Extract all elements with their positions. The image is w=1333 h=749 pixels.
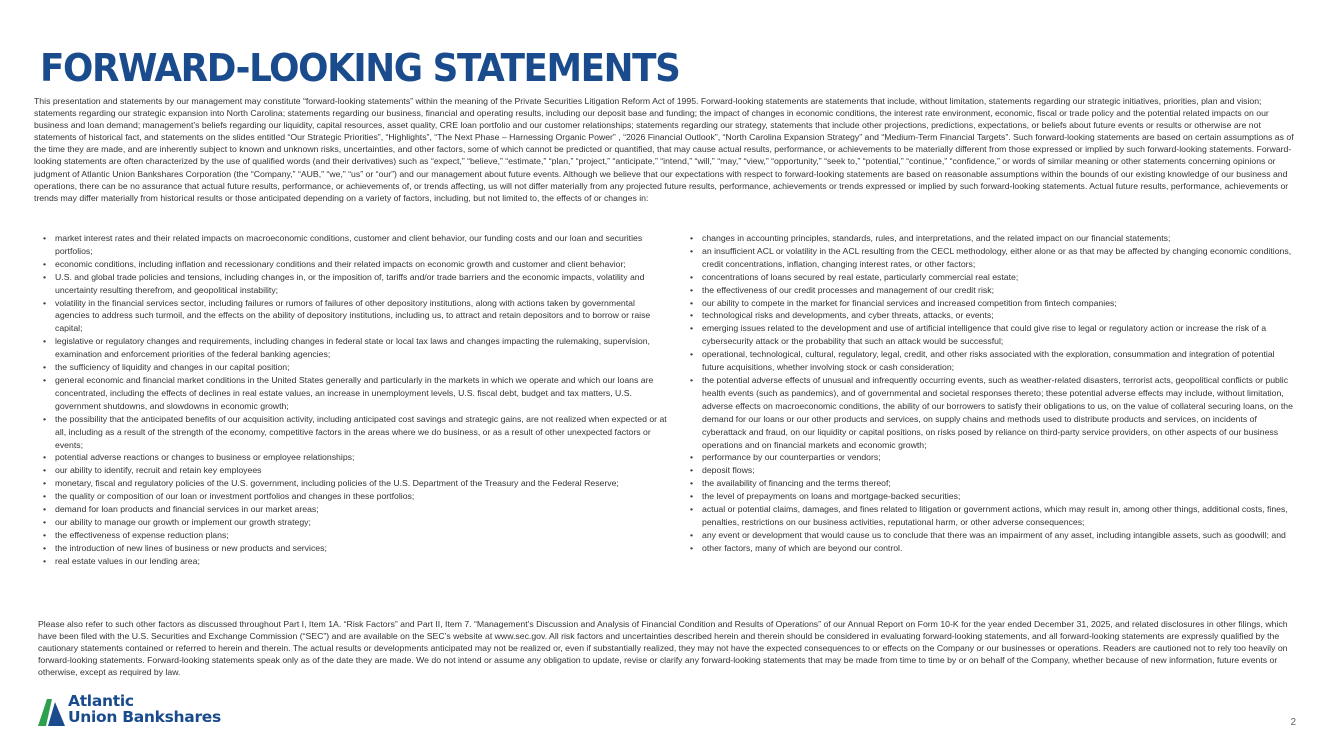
closing-paragraph: Please also refer to such other factors as discussed throughout Part I, Item 1A. “Risk Factors” and Part II, Item 7. “Management’s Discussion and Analysis of Financial Condition and Results of Operations” of our Annual Report on Form 10-K for the year ended December 31, 2025, and related disclosures in other filings, which have been filed with the U.S. Securities and Exchange Commission (“SEC”) and are available on the SEC’s website at www.sec.gov. All risk factors and uncertainties described herein and therein should be considered in evaluating forward-looking statements, and all forward-looking statements are expressly qualified by the cautionary statements contained or referred to herein and therein. The actual results or developments anticipated may not be realized or, even if substantially realized, they may not have the expected consequences to or effects on the Company or our businesses or operations. Readers are cautioned not to rely too heavily on forward-looking statements. Forward-looking statements speak only as of the date they are made. We do not intend or assume any obligation to update, revise or clarify any forward-looking statements that may be made from time to time by or on behalf of the Company, whether because of new information, future events or otherwise, except as required by law. xyxy=(38,619,1288,677)
list-item: • market interest rates and their related impacts on macroeconomic conditions, customer and client behavior, our funding costs and our loan and securities portfolios; xyxy=(43,232,668,258)
list-item: • the quality or composition of our loan or investment portfolios and changes in these portfolios; xyxy=(43,490,668,503)
list-item: • demand for loan products and financial services in our market areas; xyxy=(43,503,668,516)
list-item: • volatility in the financial services sector, including failures or rumors of failures of other depository institutions, along with actions taken by governmental agencies to address such turmoil, and the effects on the ability of depository institutions, including us, to attract and retain depositors and to borrow or raise capital; xyxy=(43,297,668,336)
risk-factor-list-right xyxy=(690,232,1298,555)
list-item: • U.S. and global trade policies and tensions, including changes in, or the imposition of, tariffs and/or trade barriers and the economic impacts, volatility and uncertainty resulting therefrom, and geopolitical instability; xyxy=(43,271,668,297)
list-item: • technological risks and developments, and cyber threats, attacks, or events; xyxy=(690,309,1298,322)
logo-line-2: Union Bankshares xyxy=(68,707,221,726)
page-number: 2 xyxy=(1290,717,1296,728)
list-item: • any event or development that would cause us to conclude that there was an impairment of any asset, including intangible assets, such as goodwill; and xyxy=(690,529,1298,542)
list-item: • actual or potential claims, damages, and fines related to litigation or government actions, which may result in, among other things, additional costs, fines, penalties, restrictions on our business activities, reputational harm, or other adverse consequences; xyxy=(690,503,1298,529)
list-item: • general economic and financial market conditions in the United States generally and particularly in the markets in which we operate and which our loans are concentrated, including the effects of declines in real estate values, an increase in unemployment levels, U.S. fiscal debt, budget and tax matters, U.S. government shutdowns, and slowdowns in economic growth; xyxy=(43,374,668,413)
list-item: • operational, technological, cultural, regulatory, legal, credit, and other risks associated with the exploration, consummation and integration of potential future acquisitions, whether involving stock or cash consideration; xyxy=(690,348,1298,374)
list-item: • concentrations of loans secured by real estate, particularly commercial real estate; xyxy=(690,271,1298,284)
list-item: • potential adverse reactions or changes to business or employee relationships; xyxy=(43,451,668,464)
list-item: • performance by our counterparties or vendors; xyxy=(690,451,1298,464)
company-logo xyxy=(38,694,268,728)
page-title: FORWARD-LOOKING STATEMENTS xyxy=(40,46,680,90)
list-item: • the introduction of new lines of business or new products and services; xyxy=(43,542,668,555)
list-item: • the level of prepayments on loans and mortgage-backed securities; xyxy=(690,490,1298,503)
list-item: • the possibility that the anticipated benefits of our acquisition activity, including anticipated cost savings and strategic gains, are not realized when expected or at all, including as a result of the strength of the economy, competitive factors in the areas where we do business, or as a result of other unexpected factors or events; xyxy=(43,413,668,452)
list-item: • the sufficiency of liquidity and changes in our capital position; xyxy=(43,361,668,374)
intro-paragraph: This presentation and statements by our management may constitute “forward-looking statements” within the meaning of the Private Securities Litigation Reform Act of 1995. Forward-looking statements are statements that include, without limitation, statements regarding our strategic initiatives, priorities, plan and vision; statements regarding our strategic expansion into North Carolina; statements regarding our business, financial and operating results, including our deposit base and funding; the impact of changes in economic conditions, the interest rate environment, economic, fiscal or trade policy and the potential related impacts on our business and loan demand; management’s beliefs regarding our liquidity, capital resources, asset quality, CRE loan portfolio and our customer relationships; statements regarding our strategy, statements that include other projections, predictions, expectations, or beliefs about future events or results or otherwise are not statements of historical fact, and statements on the slides entitled “Our Strategic Priorities”, “Highlights”, “The Next Phase – Harnessing Organic Power” , “2026 Financial Outlook”, “North Carolina Expansion Strategy” and “Medium-Term Financial Targets”. Such forward-looking statements are based on certain assumptions as of the time they are made, and are inherently subject to known and unknown risks, uncertainties, and other factors, some of which cannot be predicted or quantified, that may cause actual results, performance, or achievements to be materially different from those expressed or implied by such forward-looking statements. Forward-looking statements are often characterized by the use of qualified words (and their derivatives) such as “expect,” “believe,” “estimate,” “plan,” “project,” “anticipate,” “intend,” “will,” “may,” “view,” “opportunity,” “seek to,” “potential,” “continue,” “confidence,” or words of similar meaning or other statements concerning opinions or judgment of Atlantic Union Bankshares Corporation (the “Company,” “AUB,” “we,” “us” or “our”) and our management about future events. Although we believe that our expectations with respect to forward-looking statements are based on reasonable assumptions within the bounds of our existing knowledge of our business and operations, there can be no assurance that actual future results, performance, or achievements of, or trends affecting, us will not differ materially from any projected future results, performance, achievements or trends expressed or implied by such forward-looking statements. Actual future results, performance, achievements or trends may differ materially from historical results or those anticipated depending on a variety of factors, including, but not limited to, the effects of or changes in: xyxy=(34,96,1294,203)
list-item: • the effectiveness of our credit processes and management of our credit risk; xyxy=(690,284,1298,297)
list-item: • our ability to manage our growth or implement our growth strategy; xyxy=(43,516,668,529)
list-item: • changes in accounting principles, standards, rules, and interpretations, and the related impact on our financial statements; xyxy=(690,232,1298,245)
list-item: • the potential adverse effects of unusual and infrequently occurring events, such as weather-related disasters, terrorist acts, geopolitical conflicts or public health events (such as pandemics), and of governmental and societal responses thereto; these potential adverse effects may include, without limitation, adverse effects on macroeconomic conditions, the ability of our borrowers to satisfy their obligations to us, on the value of collateral securing loans, on the demand for our loans or our other products and services, on supply chains and methods used to distribute products and services, on incidents of cyberattack and fraud, on our liquidity or capital positions, on risks posed by reliance on third-party service providers, on other aspects of our business operations and on financial markets and economic growth; xyxy=(690,374,1298,451)
list-item: • emerging issues related to the development and use of artificial intelligence that could give rise to legal or regulatory action or increase the risk of a cybersecurity attack or the probability that such an attack would be successful; xyxy=(690,322,1298,348)
list-item: • real estate values in our lending area; xyxy=(43,555,668,568)
atlantic-union-a-logo-icon xyxy=(38,696,66,726)
list-item: • our ability to compete in the market for financial services and increased competition from fintech companies; xyxy=(690,297,1298,310)
list-item: • legislative or regulatory changes and requirements, including changes in federal state or local tax laws and changes impacting the rulemaking, supervision, examination and enforcement priorities of the federal banking agencies; xyxy=(43,335,668,361)
list-item: • our ability to identify, recruit and retain key employees xyxy=(43,464,668,477)
list-item: • deposit flows; xyxy=(690,464,1298,477)
risk-factor-list-left xyxy=(43,232,668,568)
list-item: • the effectiveness of expense reduction plans; xyxy=(43,529,668,542)
list-item: • monetary, fiscal and regulatory policies of the U.S. government, including policies of the U.S. Department of the Treasury and the Federal Reserve; xyxy=(43,477,668,490)
list-item: • an insufficient ACL or volatility in the ACL resulting from the CECL methodology, either alone or as that may be affected by changing economic conditions, credit concentrations, inflation, changing interest rates, or other factors; xyxy=(690,245,1298,271)
logo-wordmark xyxy=(68,694,221,725)
list-item: • other factors, many of which are beyond our control. xyxy=(690,542,1298,555)
logo-line-1: Atlantic xyxy=(68,692,134,710)
list-item: • the availability of financing and the terms thereof; xyxy=(690,477,1298,490)
list-item: • economic conditions, including inflation and recessionary conditions and their related impacts on economic growth and customer and client behavior; xyxy=(43,258,668,271)
